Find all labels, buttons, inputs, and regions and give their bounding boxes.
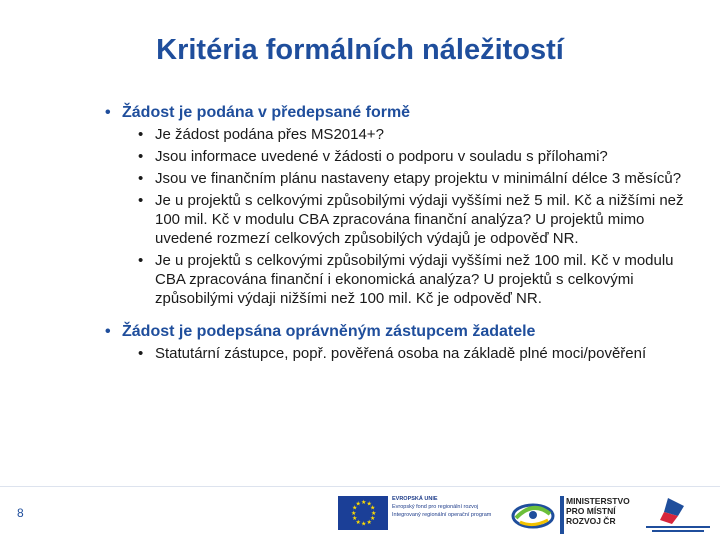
svg-text:★: ★ — [370, 515, 376, 522]
list-item: • Jsou informace uvedené v žádosti o podporu v souladu s přílohami? — [138, 147, 685, 166]
svg-text:★: ★ — [361, 520, 367, 528]
content-list — [105, 103, 685, 363]
svg-text:★: ★ — [352, 515, 358, 522]
svg-text:★: ★ — [352, 504, 358, 512]
list-item: • Je u projektů s celkovými způsobilými výdaji vyššími než 100 mil. Kč v modulu CBA zpracována finanční i ekonomická analýza? U projektů s celkovými způsobilými výdaji nižšími než 100 mil. Kč je odpověď NR. — [138, 251, 685, 308]
list-item: • Je žádost podána přes MS2014+? — [138, 125, 685, 144]
svg-text:★: ★ — [371, 510, 377, 517]
footer-logos — [338, 494, 720, 538]
section-heading: • Žádost je podána v předepsané formě — [105, 103, 685, 122]
section-heading: • Žádost je podepsána oprávněným zástupcem žadatele — [105, 322, 685, 341]
list-item: • Statutární zástupce, popř. pověřená osoba na základě plné moci/pověření — [138, 344, 685, 363]
list-item: • Je u projektů s celkovými způsobilými výdaji vyššími než 5 mil. Kč a nižšími než 100 mil. Kč v modulu CBA zpracována finanční analýza? U projektů mimo uvedené rozmezí celkových způsobilých výdajů je odpověď NR. — [138, 191, 685, 248]
svg-text:★: ★ — [370, 504, 376, 512]
svg-text:★: ★ — [351, 510, 357, 517]
svg-text:★: ★ — [361, 499, 367, 506]
page-number: 8 — [17, 506, 24, 520]
ministry-logo-mark — [560, 496, 564, 534]
svg-text:★: ★ — [355, 519, 361, 526]
eu-flag-icon — [338, 496, 388, 530]
slide-title: Kritéria formálních náležitostí — [156, 34, 564, 66]
czech-republic-logo-icon — [638, 494, 718, 538]
eu-label: EVROPSKÁ UNIE Evropský fond pro regionální rozvoj Integrovaný regionální operační program — [392, 496, 492, 518]
svg-text:★: ★ — [355, 500, 361, 508]
svg-text:★: ★ — [366, 519, 372, 526]
svg-text:★: ★ — [366, 500, 372, 508]
program-logo-icon — [508, 498, 558, 532]
ministry-label: MINISTERSTVO PRO MÍSTNÍ ROZVOJ ČR — [566, 496, 630, 526]
footer-divider — [0, 486, 720, 487]
list-item: • Jsou ve finančním plánu nastaveny etapy projektu v minimální délce 3 měsíců? — [138, 169, 685, 188]
